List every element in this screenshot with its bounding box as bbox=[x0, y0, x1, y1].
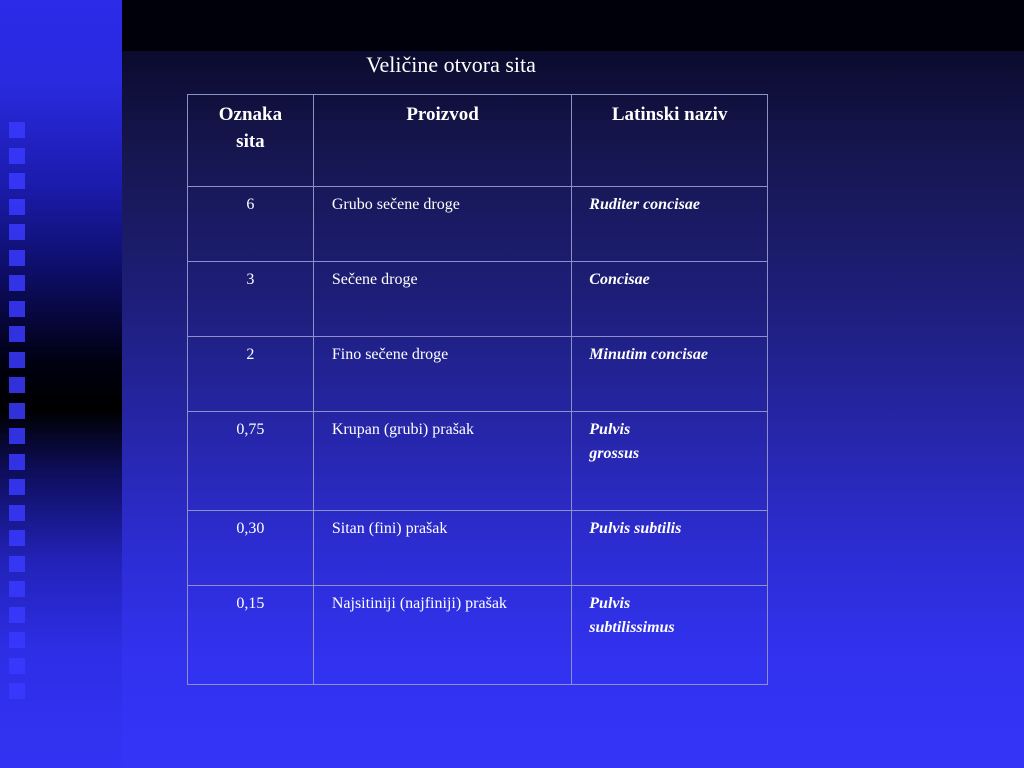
left-decorative-strip bbox=[0, 0, 122, 768]
decorative-square bbox=[9, 352, 25, 368]
table-body bbox=[188, 187, 768, 685]
decorative-square bbox=[9, 505, 25, 521]
header-sieve-label-text: Oznaka sita bbox=[218, 104, 283, 152]
decorative-square bbox=[9, 658, 25, 674]
decorative-square bbox=[9, 377, 25, 393]
table-row bbox=[188, 262, 768, 337]
latin-line: Minutim concisae bbox=[589, 346, 708, 363]
decorative-square bbox=[9, 479, 25, 495]
cell-sieve: 0,15 bbox=[188, 586, 314, 685]
cell-product: Najsitiniji (najfiniji) prašak bbox=[313, 586, 571, 685]
cell-product: Krupan (grubi) prašak bbox=[313, 412, 571, 511]
top-dark-band bbox=[122, 0, 1024, 51]
cell-sieve: 0,75 bbox=[188, 412, 314, 511]
cell-sieve: 2 bbox=[188, 337, 314, 412]
table-header-row bbox=[188, 95, 768, 187]
header-product: Proizvod bbox=[313, 95, 571, 187]
cell-sieve: 6 bbox=[188, 187, 314, 262]
cell-product: Fino sečene droge bbox=[313, 337, 571, 412]
table-row bbox=[188, 511, 768, 586]
decorative-square bbox=[9, 275, 25, 291]
decorative-square bbox=[9, 683, 25, 699]
decorative-square bbox=[9, 122, 25, 138]
cell-latin bbox=[572, 262, 768, 337]
decorative-square bbox=[9, 250, 25, 266]
cell-sieve: 0,30 bbox=[188, 511, 314, 586]
header-latin-name: Latinski naziv bbox=[572, 95, 768, 187]
slide-title: Veličine otvora sita bbox=[366, 52, 536, 77]
table-row bbox=[188, 586, 768, 685]
latin-line: Concisae bbox=[589, 271, 650, 288]
decorative-square bbox=[9, 607, 25, 623]
decorative-square bbox=[9, 301, 25, 317]
decorative-square bbox=[9, 148, 25, 164]
decorative-squares bbox=[9, 0, 27, 768]
table-row bbox=[188, 412, 768, 511]
cell-latin bbox=[572, 511, 768, 586]
sieve-table bbox=[187, 94, 768, 685]
cell-sieve: 3 bbox=[188, 262, 314, 337]
table-row bbox=[188, 337, 768, 412]
cell-latin bbox=[572, 337, 768, 412]
decorative-square bbox=[9, 428, 25, 444]
cell-latin bbox=[572, 586, 768, 685]
cell-product: Grubo sečene droge bbox=[313, 187, 571, 262]
header-sieve-label bbox=[188, 95, 314, 187]
decorative-square bbox=[9, 632, 25, 648]
latin-line: Pulvis subtilis bbox=[589, 520, 682, 537]
decorative-square bbox=[9, 403, 25, 419]
cell-product: Sitan (fini) prašak bbox=[313, 511, 571, 586]
decorative-square bbox=[9, 173, 25, 189]
latin-line: grossus bbox=[589, 445, 640, 462]
decorative-square bbox=[9, 530, 25, 546]
decorative-square bbox=[9, 454, 25, 470]
latin-line: Pulvis bbox=[589, 595, 631, 612]
latin-line: Ruditer concisae bbox=[589, 196, 700, 213]
latin-line: Pulvis bbox=[589, 421, 631, 438]
cell-latin bbox=[572, 187, 768, 262]
decorative-square bbox=[9, 199, 25, 215]
decorative-square bbox=[9, 556, 25, 572]
decorative-square bbox=[9, 581, 25, 597]
cell-product: Sečene droge bbox=[313, 262, 571, 337]
decorative-square bbox=[9, 224, 25, 240]
table-row bbox=[188, 187, 768, 262]
decorative-square bbox=[9, 326, 25, 342]
latin-line: subtilissimus bbox=[589, 619, 675, 636]
cell-latin bbox=[572, 412, 768, 511]
